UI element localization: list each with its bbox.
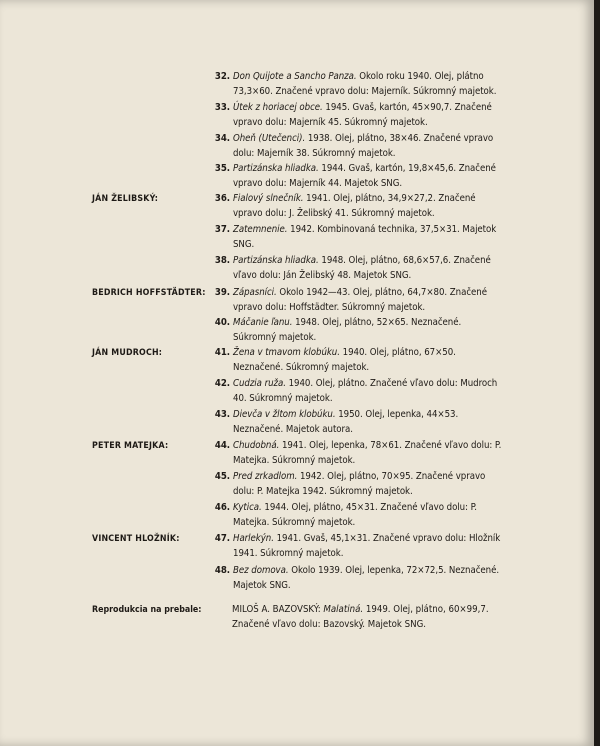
entry-title: Fialový slnečník.	[233, 193, 304, 204]
entry-description: 1941. Gvaš, 45,1×31. Značené vpravo dolu: Hložník 1941. Súkromný majetok.	[233, 533, 501, 559]
catalog-entry	[200, 316, 505, 345]
catalog-entry	[200, 101, 505, 130]
entry-title: Chudobná.	[233, 440, 280, 451]
entry-number: 40.	[214, 317, 230, 328]
entry-number: 46.	[214, 502, 230, 513]
catalog-entry	[200, 532, 505, 561]
entry-title: Útek z horiacej obce.	[233, 102, 323, 113]
catalog-entry	[200, 501, 505, 530]
cover-caption-label: Reprodukcia na prebale:	[92, 605, 202, 615]
entry-description: Okolo roku 1940. Olej, plátno 73,3×60. Značené vpravo dolu: Majerník. Súkromný majetok.	[233, 71, 497, 97]
entry-description: 1950. Olej, lepenka, 44×53. Neznačené. Majetok autora.	[233, 409, 459, 435]
entry-description: 1940. Olej, plátno. Značené vľavo dolu: Mudroch 40. Súkromný majetok.	[233, 378, 498, 404]
entry-title: Partizánska hliadka.	[233, 163, 319, 174]
entry-description: 1940. Olej, plátno, 67×50. Neznačené. Súkromný majetok.	[233, 347, 456, 373]
catalog-entry	[200, 286, 505, 315]
entry-number: 37.	[214, 224, 230, 235]
catalog-entry	[200, 223, 505, 252]
artist-name-hloznik: VINCENT HLOŽNÍK:	[92, 534, 180, 544]
entry-number: 42.	[214, 378, 230, 389]
entry-title: Kytica.	[233, 502, 262, 513]
page-edge-shadow	[594, 0, 600, 746]
entry-description: 1948. Olej, plátno, 52×65. Neznačené. Súkromný majetok.	[233, 317, 462, 343]
artist-name-matejka: PETER MATEJKA:	[92, 441, 169, 451]
entry-number: 35.	[214, 163, 230, 174]
cover-caption-title: Malatiná.	[323, 604, 364, 615]
entry-description: 1944. Olej, plátno, 45×31. Značené vľavo dolu: P. Matejka. Súkromný majetok.	[233, 502, 477, 528]
entry-title: Dievča v žltom klobúku.	[233, 409, 336, 420]
entry-title: Cudzia ruža.	[233, 378, 286, 389]
catalog-entry	[200, 564, 505, 593]
entry-number: 44.	[214, 440, 230, 451]
catalog-entry	[200, 192, 505, 221]
entry-number: 34.	[214, 133, 230, 144]
entry-number: 32.	[214, 71, 230, 82]
catalog-entry	[200, 377, 505, 406]
entry-title: Máčanie ľanu.	[233, 317, 293, 328]
cover-caption-description: 1949. Olej, plátno, 60×99,7. Značené vľavo dolu: Bazovský. Majetok SNG.	[232, 604, 489, 630]
artist-name-zelibsky: JÁN ŽELIBSKÝ:	[92, 194, 159, 204]
catalog-entry	[200, 132, 505, 161]
entry-description: 1938. Olej, plátno, 38×46. Značené vpravo dolu: Majerník 38. Súkromný majetok.	[233, 133, 494, 159]
catalog-entry	[200, 470, 505, 499]
entry-number: 39.	[214, 287, 230, 298]
entry-title: Partizánska hliadka.	[233, 255, 319, 266]
entry-number: 36.	[214, 193, 230, 204]
catalog-entry	[200, 408, 505, 437]
entry-description: 1948. Olej, plátno, 68,6×57,6. Značené vľavo dolu: Ján Želibský 48. Majetok SNG.	[233, 255, 491, 281]
entry-title: Bez domova.	[233, 565, 289, 576]
entry-number: 48.	[214, 565, 230, 576]
entry-title: Zápasníci.	[233, 287, 277, 298]
entry-number: 47.	[214, 533, 230, 544]
entry-title: Harlekýn.	[233, 533, 274, 544]
catalog-entry	[200, 346, 505, 375]
artist-name-hoffstadter: BEDRICH HOFFSTÄDTER:	[92, 288, 206, 298]
cover-caption-text	[232, 603, 514, 632]
catalog-entry	[200, 162, 505, 191]
entry-title: Oheň (Utečenci).	[233, 133, 306, 144]
entry-description: 1941. Olej, plátno, 34,9×27,2. Značené vpravo dolu: J. Želibský 41. Súkromný majetok.	[233, 193, 476, 219]
entry-description: 1942. Kombinovaná technika, 37,5×31. Majetok SNG.	[233, 224, 497, 250]
entry-description: 1942. Olej, plátno, 70×95. Značené vpravo dolu: P. Matejka 1942. Súkromný majetok.	[233, 471, 486, 497]
entry-description: 1941. Olej, lepenka, 78×61. Značené vľavo dolu: P. Matejka. Súkromný majetok.	[233, 440, 502, 466]
entry-number: 33.	[214, 102, 230, 113]
entry-title: Don Quijote a Sancho Panza.	[233, 71, 357, 82]
entry-title: Pred zrkadlom.	[233, 471, 298, 482]
entry-title: Zatemnenie.	[233, 224, 288, 235]
catalog-entry	[200, 254, 505, 283]
entry-number: 41.	[214, 347, 230, 358]
entry-description: 1945. Gvaš, kartón, 45×90,7. Značené vpravo dolu: Majerník 45. Súkromný majetok.	[233, 102, 492, 128]
entry-description: Okolo 1942—43. Olej, plátno, 64,7×80. Značené vpravo dolu: Hoffstädter. Súkromný majetok.	[233, 287, 487, 313]
entry-number: 38.	[214, 255, 230, 266]
catalog-entry	[200, 439, 505, 468]
entry-description: Okolo 1939. Olej, lepenka, 72×72,5. Neznačené. Majetok SNG.	[233, 565, 500, 591]
catalog-entry	[200, 70, 505, 99]
entry-description: 1944. Gvaš, kartón, 19,8×45,6. Značené vpravo dolu: Majerník 44. Majetok SNG.	[233, 163, 496, 189]
entry-number: 43.	[214, 409, 230, 420]
entry-number: 45.	[214, 471, 230, 482]
artist-name-mudroch: JÁN MUDROCH:	[92, 348, 163, 358]
cover-caption-artist: MILOŠ A. BAZOVSKÝ:	[232, 604, 324, 615]
entry-title: Žena v tmavom klobúku.	[233, 347, 340, 358]
